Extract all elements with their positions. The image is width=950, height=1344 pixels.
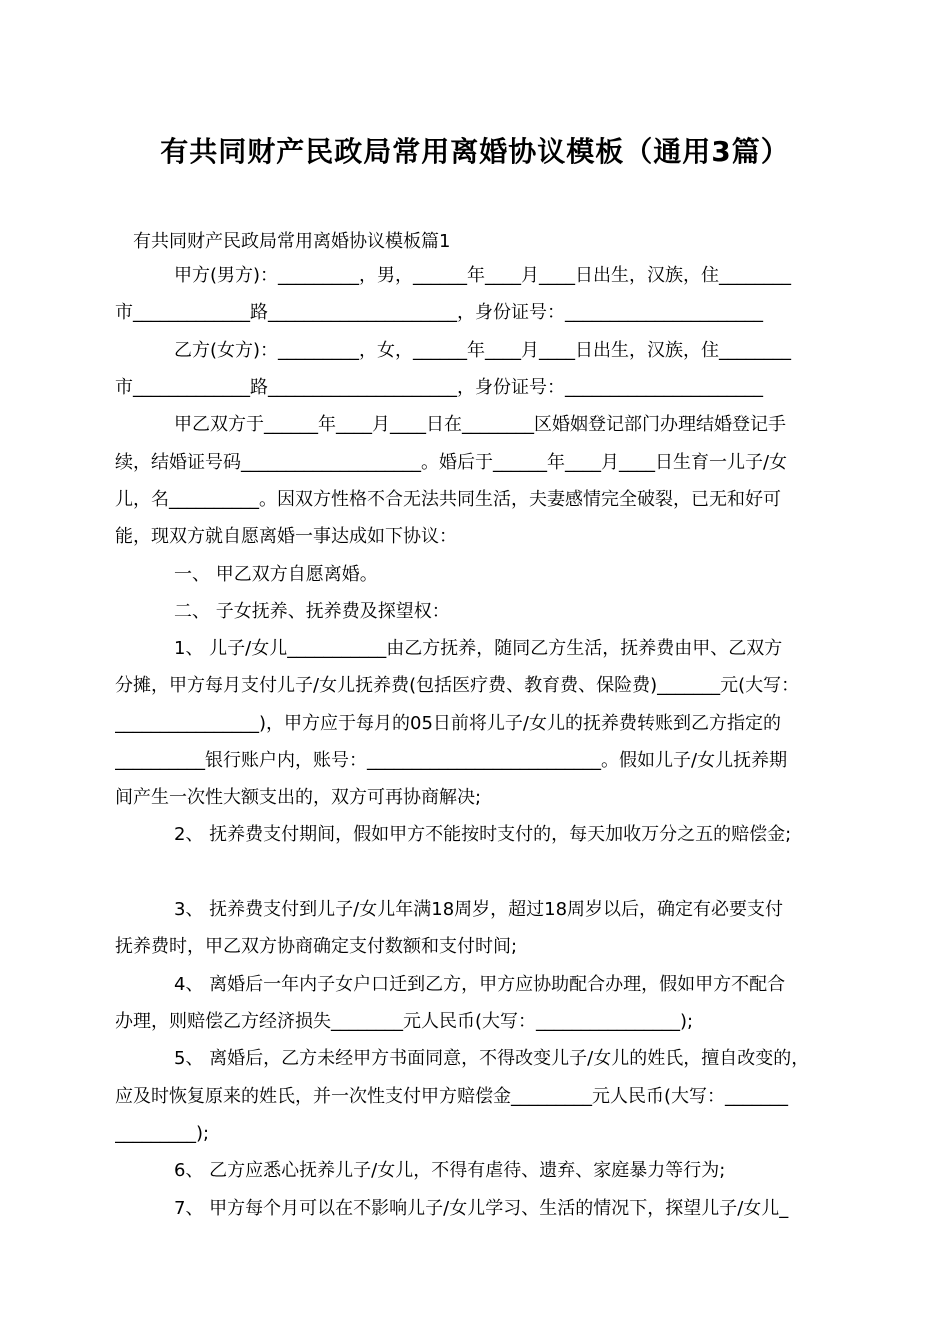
text-line: 1、 儿子/女儿___________由乙方抚养，随同乙方生活，抚养费由甲、乙双方 — [174, 638, 783, 659]
section-heading: 有共同财产民政局常用离婚协议模板篇1 — [133, 231, 451, 252]
text-line: 能，现双方就自愿离婚一事达成如下协议： — [115, 526, 457, 547]
text-line: 甲方(男方)：_________，男，______年____月____日出生，汉族，住________ — [174, 265, 792, 286]
text-line: 6、 乙方应悉心抚养儿子/女儿，不得有虐待、遗弃、家庭暴力等行为; — [174, 1160, 726, 1181]
text-line: 分摊，甲方每月支付儿子/女儿抚养费(包括医疗费、教育费、保险费)_______元(大写： — [115, 675, 800, 696]
text-line: 续，结婚证号码____________________。婚后于______年____月____日生育一儿子/女 — [115, 452, 788, 473]
text-line: 甲乙双方于______年____月____日在________区婚姻登记部门办理结婚登记手 — [174, 414, 786, 435]
text-line: 市_____________路_____________________，身份证号：______________________ — [115, 377, 763, 398]
text-line: 2、 抚养费支付期间，假如甲方不能按时支付的，每天加收万分之五的赔偿金; — [174, 824, 792, 845]
text-line: 乙方(女方)：_________，女，______年____月____日出生，汉族，住________ — [174, 340, 792, 361]
text-line: ________________)，甲方应于每月的05日前将儿子/女儿的抚养费转账到乙方指定的 — [115, 713, 781, 734]
text-line: 5、 离婚后，乙方未经甲方书面同意，不得改变儿子/女儿的姓氏，擅自改变的， — [174, 1048, 810, 1069]
text-line: _________); — [115, 1123, 210, 1144]
text-line: 7、 甲方每个月可以在不影响儿子/女儿学习、生活的情况下，探望儿子/女儿_ — [174, 1198, 789, 1219]
text-line: 间产生一次性大额支出的，双方可再协商解决; — [115, 787, 482, 808]
text-line: 抚养费时，甲乙双方协商确定支付数额和支付时间; — [115, 936, 518, 957]
text-line: 3、 抚养费支付到儿子/女儿年满18周岁，超过18周岁以后，确定有必要支付 — [174, 899, 784, 920]
text-line: 二、 子女抚养、抚养费及探望权： — [174, 601, 450, 622]
text-line: 4、 离婚后一年内子女户口迁到乙方，甲方应协助配合办理，假如甲方不配合 — [174, 974, 786, 995]
text-line: 一、 甲乙双方自愿离婚。 — [174, 564, 378, 585]
document-title: 有共同财产民政局常用离婚协议模板（通用3篇） — [160, 135, 790, 168]
text-line: 儿，名__________。因双方性格不合无法共同生活，夫妻感情完全破裂，已无和好可 — [115, 489, 781, 510]
text-line: 应及时恢复原来的姓氏，并一次性支付甲方赔偿金_________元人民币(大写：_______ — [115, 1086, 789, 1107]
text-line: 市_____________路_____________________，身份证号：______________________ — [115, 302, 763, 323]
text-line: 办理，则赔偿乙方经济损失________元人民币(大写：________________); — [115, 1011, 694, 1032]
text-line: __________银行账户内，账号：__________________________。假如儿子/女儿抚养期 — [115, 750, 788, 771]
